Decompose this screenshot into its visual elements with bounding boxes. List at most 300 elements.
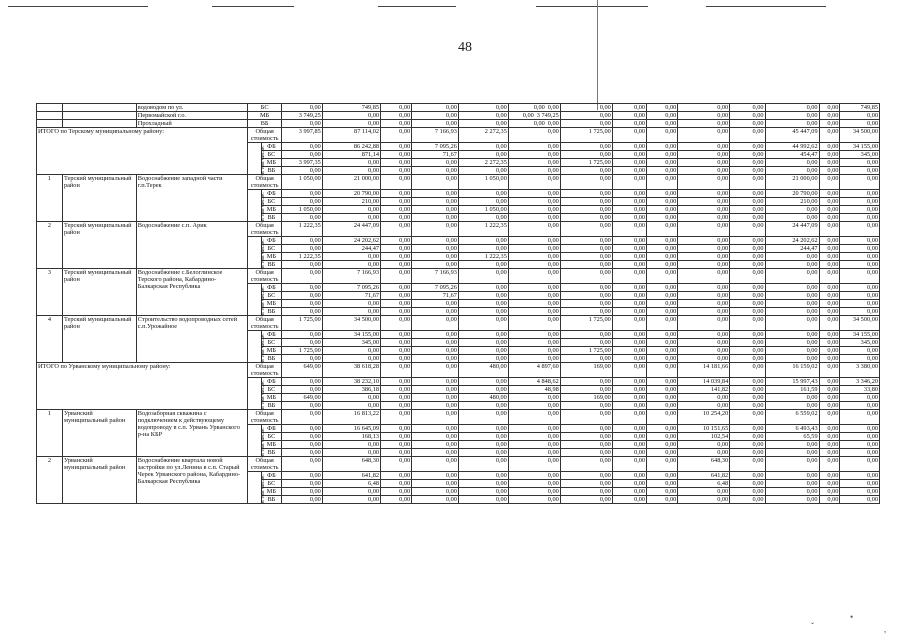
value-cell: 0,00: [508, 198, 560, 206]
value-cell: 0,00: [647, 339, 678, 347]
value-cell: 0,00: [647, 433, 678, 441]
value-cell: 0,00: [458, 386, 508, 394]
value-cell: 0,00: [647, 308, 678, 316]
source-cell: ФБ: [261, 425, 282, 433]
source-cell: БС: [261, 245, 282, 253]
value-cell: 0,00: [819, 253, 840, 261]
value-cell: 0,00: [730, 402, 765, 410]
value-cell: 0,00: [730, 316, 765, 331]
value-cell: 0,00: [612, 120, 646, 128]
value-cell: 0,00: [819, 441, 840, 449]
row-number: [37, 120, 63, 128]
total-title: ИТОГО по Урванскому муниципальному району:: [37, 363, 248, 410]
value-cell: 0,00: [730, 355, 765, 363]
row-number: 2: [37, 222, 63, 269]
value-cell: 0,00: [412, 441, 459, 449]
source-cell: МБ: [261, 394, 282, 402]
value-cell: 0,00: [730, 394, 765, 402]
top-rule: [8, 6, 148, 7]
value-cell: 0,00: [647, 120, 678, 128]
value-cell: 0,00: [322, 496, 380, 504]
value-cell: 3 997,35: [282, 159, 323, 167]
value-cell: 0,00: [458, 190, 508, 198]
value-cell: 0,00: [412, 347, 459, 355]
value-cell: 0,00: [840, 167, 880, 175]
source-cell: ВБ: [261, 214, 282, 222]
value-cell: 0,00: [412, 159, 459, 167]
including-text: в том числе:: [259, 145, 266, 174]
value-cell: 3 749,25: [282, 112, 323, 120]
value-cell: 0,00: [765, 347, 819, 355]
value-cell: 0,00: [840, 425, 880, 433]
value-cell: 0,00: [322, 167, 380, 175]
value-cell: 0,00: [819, 190, 840, 198]
value-cell: 0,00: [765, 496, 819, 504]
value-cell: 0,00: [819, 433, 840, 441]
including-text: в том числе:: [259, 333, 266, 362]
value-cell: 0,00: [282, 425, 323, 433]
row-number: 2: [37, 457, 63, 504]
value-cell: 0,00: [819, 112, 840, 120]
value-cell: 16 159,02: [765, 363, 819, 378]
value-cell: 0,00: [282, 496, 323, 504]
value-cell: 0,00: [458, 245, 508, 253]
value-cell: 0,00: [560, 261, 612, 269]
value-cell: 0,00: [458, 331, 508, 339]
value-cell: 0,00: [819, 175, 840, 190]
value-cell: 0,00: [678, 496, 730, 504]
value-cell: 0,00: [647, 167, 678, 175]
value-cell: 0,00: [647, 300, 678, 308]
value-cell: 0,00: [678, 104, 730, 112]
value-cell: 0,00: [458, 214, 508, 222]
value-cell: 7 166,93: [412, 269, 459, 284]
value-cell: 0,00: [560, 425, 612, 433]
value-cell: 0,00: [765, 480, 819, 488]
value-cell: 0,00: [730, 175, 765, 190]
value-cell: 0,00: [322, 394, 380, 402]
value-cell: 0,00: [840, 261, 880, 269]
value-cell: 0,00: [560, 206, 612, 214]
value-cell: 0,00: [458, 480, 508, 488]
value-cell: 0,00: [560, 245, 612, 253]
value-cell: 0,00: [840, 488, 880, 496]
including-label: [248, 190, 266, 222]
value-cell: 0,00: [381, 292, 412, 300]
value-cell: 0,00: [412, 222, 459, 237]
value-cell: 386,18: [322, 386, 380, 394]
value-cell: 0,00: [381, 159, 412, 167]
value-cell: 0,00: [765, 308, 819, 316]
value-cell: 0,00: [612, 128, 646, 143]
source-cell: ВБ: [261, 261, 282, 269]
value-cell: 3 346,20: [840, 378, 880, 386]
value-cell: 0,00: [282, 433, 323, 441]
value-cell: 0,00: [765, 457, 819, 472]
value-cell: 0,00: [381, 198, 412, 206]
object-cell: Водоснабжение квартала новой застройки по ул.Ленина в с.п. Старый Черек Урванского района, Кабардино-Балкарская Республика: [136, 457, 247, 504]
value-cell: 0,00: [458, 433, 508, 441]
value-cell: 0,00: [412, 394, 459, 402]
source-cell: ВБ: [261, 402, 282, 410]
value-cell: 0,00: [765, 355, 819, 363]
value-cell: 0,00: [508, 167, 560, 175]
value-cell: 0,00: [647, 496, 678, 504]
value-cell: 345,00: [840, 151, 880, 159]
value-cell: 0,00: [282, 378, 323, 386]
value-cell: 21 000,00: [322, 175, 380, 190]
value-cell: 2 272,35: [458, 128, 508, 143]
value-cell: 0,00: [508, 206, 560, 214]
district-cell: Урванский муниципальный район: [62, 457, 136, 504]
value-cell: 0,00: [458, 441, 508, 449]
value-cell: 0,00: [730, 457, 765, 472]
value-cell: 0,00: [678, 159, 730, 167]
value-cell: 0,00: [508, 292, 560, 300]
value-cell: 0,00: [458, 198, 508, 206]
value-cell: 0,00: [412, 261, 459, 269]
value-cell: 0,00: [458, 269, 508, 284]
value-cell: 0,00: [819, 386, 840, 394]
value-cell: 0,00: [678, 214, 730, 222]
district-cell: Терский муниципальный район: [62, 269, 136, 316]
value-cell: 0,00: [508, 355, 560, 363]
value-cell: 0,00: [612, 104, 646, 112]
value-cell: 210,00: [322, 198, 380, 206]
district-cell: [62, 112, 136, 120]
value-cell: 0,00: [730, 253, 765, 261]
value-cell: 0,00: [560, 410, 612, 425]
value-cell: 20 790,00: [765, 190, 819, 198]
value-cell: 0,00: [560, 308, 612, 316]
value-cell: 0,00: [560, 433, 612, 441]
value-cell: 0,00: [612, 245, 646, 253]
value-cell: 0,00: [508, 214, 560, 222]
value-cell: 24 202,62: [765, 237, 819, 245]
value-cell: 6 493,43: [765, 425, 819, 433]
source-cell: ВБ: [248, 120, 282, 128]
value-cell: 45 447,09: [765, 128, 819, 143]
value-cell: 0,00: [765, 269, 819, 284]
value-cell: 0,00: [381, 261, 412, 269]
value-cell: 21 000,00: [765, 175, 819, 190]
value-cell: 34 500,00: [322, 316, 380, 331]
value-cell: 0,00: [412, 316, 459, 331]
value-cell: 0,00: [765, 112, 819, 120]
value-cell: 0,00: [458, 472, 508, 480]
value-cell: 0,00: [458, 237, 508, 245]
value-cell: 16 813,22: [322, 410, 380, 425]
value-cell: 0,00: [508, 433, 560, 441]
source-cell: ВБ: [261, 167, 282, 175]
value-cell: 0,00: [612, 496, 646, 504]
value-cell: 0,00: [647, 488, 678, 496]
value-cell: 1 725,00: [282, 347, 323, 355]
value-cell: 0,00: [840, 480, 880, 488]
value-cell: 0,00: [322, 112, 380, 120]
including-label: [248, 237, 266, 269]
top-rule: [706, 6, 826, 7]
value-cell: 0,00: [730, 222, 765, 237]
value-cell: 0,00: [840, 472, 880, 480]
value-cell: 0,00: [765, 159, 819, 167]
value-cell: 0,00: [678, 198, 730, 206]
value-cell: 0,00: [647, 175, 678, 190]
value-cell: 0,00: [612, 143, 646, 151]
value-cell: 0,00: [381, 308, 412, 316]
value-cell: 0,00: [508, 269, 560, 284]
value-cell: 0,00: [730, 269, 765, 284]
value-cell: 0,00: [678, 300, 730, 308]
value-cell: 0,00: [765, 214, 819, 222]
value-cell: 0,00: [840, 198, 880, 206]
value-cell: 0,00: [381, 128, 412, 143]
value-cell: 0,00: [647, 480, 678, 488]
object-cell: Прохладный: [136, 120, 247, 128]
value-cell: 0,00: [412, 190, 459, 198]
value-cell: 0,00: [381, 355, 412, 363]
value-cell: 0,00: [730, 284, 765, 292]
value-cell: 0,00: [560, 237, 612, 245]
value-cell: 0,00: [765, 339, 819, 347]
source-cell: БС: [261, 198, 282, 206]
value-cell: 0,00: [678, 394, 730, 402]
value-cell: 0,00: [560, 167, 612, 175]
value-cell: 0,00: [282, 104, 323, 112]
value-cell: 0,00: [560, 496, 612, 504]
value-cell: 0,00: [508, 245, 560, 253]
value-cell: 0,00: [730, 206, 765, 214]
value-cell: 0,00: [381, 143, 412, 151]
value-cell: 0,00: [678, 331, 730, 339]
value-cell: 1 222,35: [458, 222, 508, 237]
value-cell: 0,00: [412, 402, 459, 410]
value-cell: 10 151,65: [678, 425, 730, 433]
source-cell: МБ: [261, 441, 282, 449]
value-cell: 0,00: [678, 261, 730, 269]
value-cell: 0,00: [678, 222, 730, 237]
value-cell: 0,00: [458, 167, 508, 175]
value-cell: 0,00: [678, 237, 730, 245]
value-cell: 0,00: [647, 410, 678, 425]
value-cell: 0,00: [412, 167, 459, 175]
value-cell: 480,00: [458, 363, 508, 378]
value-cell: 0,00: [612, 425, 646, 433]
value-cell: 0,00: [612, 339, 646, 347]
value-cell: 0,00: [282, 237, 323, 245]
value-cell: 6,48: [322, 480, 380, 488]
value-cell: 24 447,09: [322, 222, 380, 237]
value-cell: 0,00: [678, 167, 730, 175]
source-cell: МБ: [261, 300, 282, 308]
value-cell: 0,00: [508, 394, 560, 402]
value-cell: 169,00: [560, 394, 612, 402]
value-cell: 0,00: [730, 441, 765, 449]
value-cell: 0,00: [458, 339, 508, 347]
value-cell: 0,00: [678, 284, 730, 292]
source-cell: МБ: [261, 206, 282, 214]
value-cell: 0,00: [612, 441, 646, 449]
value-cell: 0,00: [508, 175, 560, 190]
value-cell: 0,00: [730, 378, 765, 386]
value-cell: 0,00: [560, 214, 612, 222]
value-cell: 0,00: [282, 355, 323, 363]
object-cell: водоводом по ул.: [136, 104, 247, 112]
value-cell: 0,00: [612, 488, 646, 496]
value-cell: 0,00: [282, 339, 323, 347]
source-cell: БС: [261, 339, 282, 347]
value-cell: 0,00: [508, 222, 560, 237]
object-cell: Водозаборная скважина с подключением к действующему водопроводу в с.п. Урвань Урванского р-на КБР: [136, 410, 247, 457]
value-cell: 0,00: [560, 284, 612, 292]
value-cell: 0,00: [322, 261, 380, 269]
value-cell: 0,00: [730, 292, 765, 300]
value-cell: 0,00: [612, 347, 646, 355]
value-cell: 1 222,35: [282, 222, 323, 237]
value-cell: 0,00: [322, 159, 380, 167]
value-cell: 0,00: [282, 457, 323, 472]
value-cell: 34 500,00: [840, 316, 880, 331]
value-cell: 33,80: [840, 386, 880, 394]
value-cell: 0,00: [678, 175, 730, 190]
value-cell: 0,00: [647, 245, 678, 253]
value-cell: 0,00: [730, 214, 765, 222]
value-cell: 0,00: [678, 488, 730, 496]
value-cell: 0,00: [840, 222, 880, 237]
value-cell: 0,00: [412, 355, 459, 363]
value-cell: 0,00: [678, 143, 730, 151]
value-cell: 0,00: [730, 261, 765, 269]
value-cell: 0,00: [560, 480, 612, 488]
value-cell: 0,00: [508, 472, 560, 480]
value-cell: 24 447,09: [765, 222, 819, 237]
value-cell: 0,00: [730, 128, 765, 143]
value-cell: 0,00: [322, 488, 380, 496]
value-cell: 0,00: [282, 198, 323, 206]
value-cell: 0,00: [381, 112, 412, 120]
value-cell: 0,00: [412, 339, 459, 347]
value-cell: 0,00: [322, 347, 380, 355]
value-cell: 0,00: [730, 347, 765, 355]
value-cell: 210,00: [765, 198, 819, 206]
value-cell: 0,00: [458, 143, 508, 151]
value-cell: 0,00: [381, 378, 412, 386]
value-cell: 65,59: [765, 433, 819, 441]
value-cell: 0,00: [458, 347, 508, 355]
value-cell: 0,00: [730, 245, 765, 253]
value-cell: 0,00: [412, 175, 459, 190]
value-cell: 0,00: [412, 237, 459, 245]
value-cell: 0,00: [819, 339, 840, 347]
value-cell: 0,00: [322, 449, 380, 457]
scan-mark: •: [850, 612, 854, 622]
value-cell: 0,00: [730, 363, 765, 378]
value-cell: 0,00: [730, 496, 765, 504]
value-cell: 0,00: [765, 284, 819, 292]
value-cell: 0,00: [612, 190, 646, 198]
value-cell: 0,00: [647, 363, 678, 378]
value-cell: 0,00: [678, 355, 730, 363]
value-cell: 0,00: [458, 284, 508, 292]
value-cell: 0,00: [647, 104, 678, 112]
value-cell: 0,00: [819, 128, 840, 143]
value-cell: 0,00: [458, 151, 508, 159]
total-label: Общая стоимость: [248, 410, 282, 425]
value-cell: 0,00: [381, 214, 412, 222]
value-cell: 0,00: [647, 261, 678, 269]
value-cell: 0,00: [819, 198, 840, 206]
value-cell: 0,00: [612, 402, 646, 410]
source-cell: МБ: [261, 253, 282, 261]
value-cell: 0,00: [508, 480, 560, 488]
source-cell: ФБ: [261, 190, 282, 198]
value-cell: 0,00: [730, 143, 765, 151]
value-cell: 0,00: [819, 394, 840, 402]
value-cell: 0,00: [560, 143, 612, 151]
value-cell: 0,00: [612, 261, 646, 269]
value-cell: 0,00: [819, 245, 840, 253]
value-cell: 0,00: [282, 120, 323, 128]
value-cell: 0,00: [678, 120, 730, 128]
including-text: в том числе:: [259, 380, 266, 409]
value-cell: 0,00: [282, 480, 323, 488]
table-row: [37, 104, 880, 112]
including-text: в том числе:: [259, 427, 266, 456]
value-cell: 0,00: [612, 222, 646, 237]
value-cell: 0,00: [647, 214, 678, 222]
value-cell: 0,00: [730, 488, 765, 496]
value-cell: 0,00: [819, 143, 840, 151]
value-cell: 0,00: [381, 167, 412, 175]
value-cell: 4 897,60: [508, 363, 560, 378]
value-cell: 0,00: [819, 300, 840, 308]
value-cell: 0,00: [412, 331, 459, 339]
value-cell: 0,00: [381, 331, 412, 339]
value-cell: 0,00: [678, 128, 730, 143]
value-cell: 649,00: [282, 394, 323, 402]
value-cell: 0,00: [730, 237, 765, 245]
value-cell: 24 202,62: [322, 237, 380, 245]
value-cell: 0,00: [412, 425, 459, 433]
object-cell: Первомайской г.о.: [136, 112, 247, 120]
value-cell: 0,00: [840, 457, 880, 472]
table-row: [37, 112, 880, 120]
value-cell: 169,00: [560, 363, 612, 378]
value-cell: 0,00: [819, 120, 840, 128]
value-cell: 0,00: [765, 206, 819, 214]
value-cell: 244,47: [765, 245, 819, 253]
value-cell: 0,00: [765, 488, 819, 496]
total-label: Общая стоимость: [248, 316, 282, 331]
value-cell: 0,00: [647, 355, 678, 363]
value-cell: 0,00: [381, 190, 412, 198]
value-cell: 0,00: [730, 449, 765, 457]
value-cell: 0,00: [840, 284, 880, 292]
total-label: Общая стоимость: [248, 457, 282, 472]
value-cell: 0,00: [612, 167, 646, 175]
value-cell: 0,00: [508, 253, 560, 261]
value-cell: 0,00: [765, 316, 819, 331]
value-cell: 0,00: [840, 112, 880, 120]
object-cell: Строительство водопроводных сетей с.п.Урожайное: [136, 316, 247, 363]
value-cell: 0,00: [765, 441, 819, 449]
value-cell: 0,00: [412, 363, 459, 378]
value-cell: 0,00: [458, 425, 508, 433]
value-cell: 0,00: [560, 402, 612, 410]
value-cell: 0,00: [730, 151, 765, 159]
value-cell: 0,00: [840, 402, 880, 410]
value-cell: 0,00: [612, 198, 646, 206]
